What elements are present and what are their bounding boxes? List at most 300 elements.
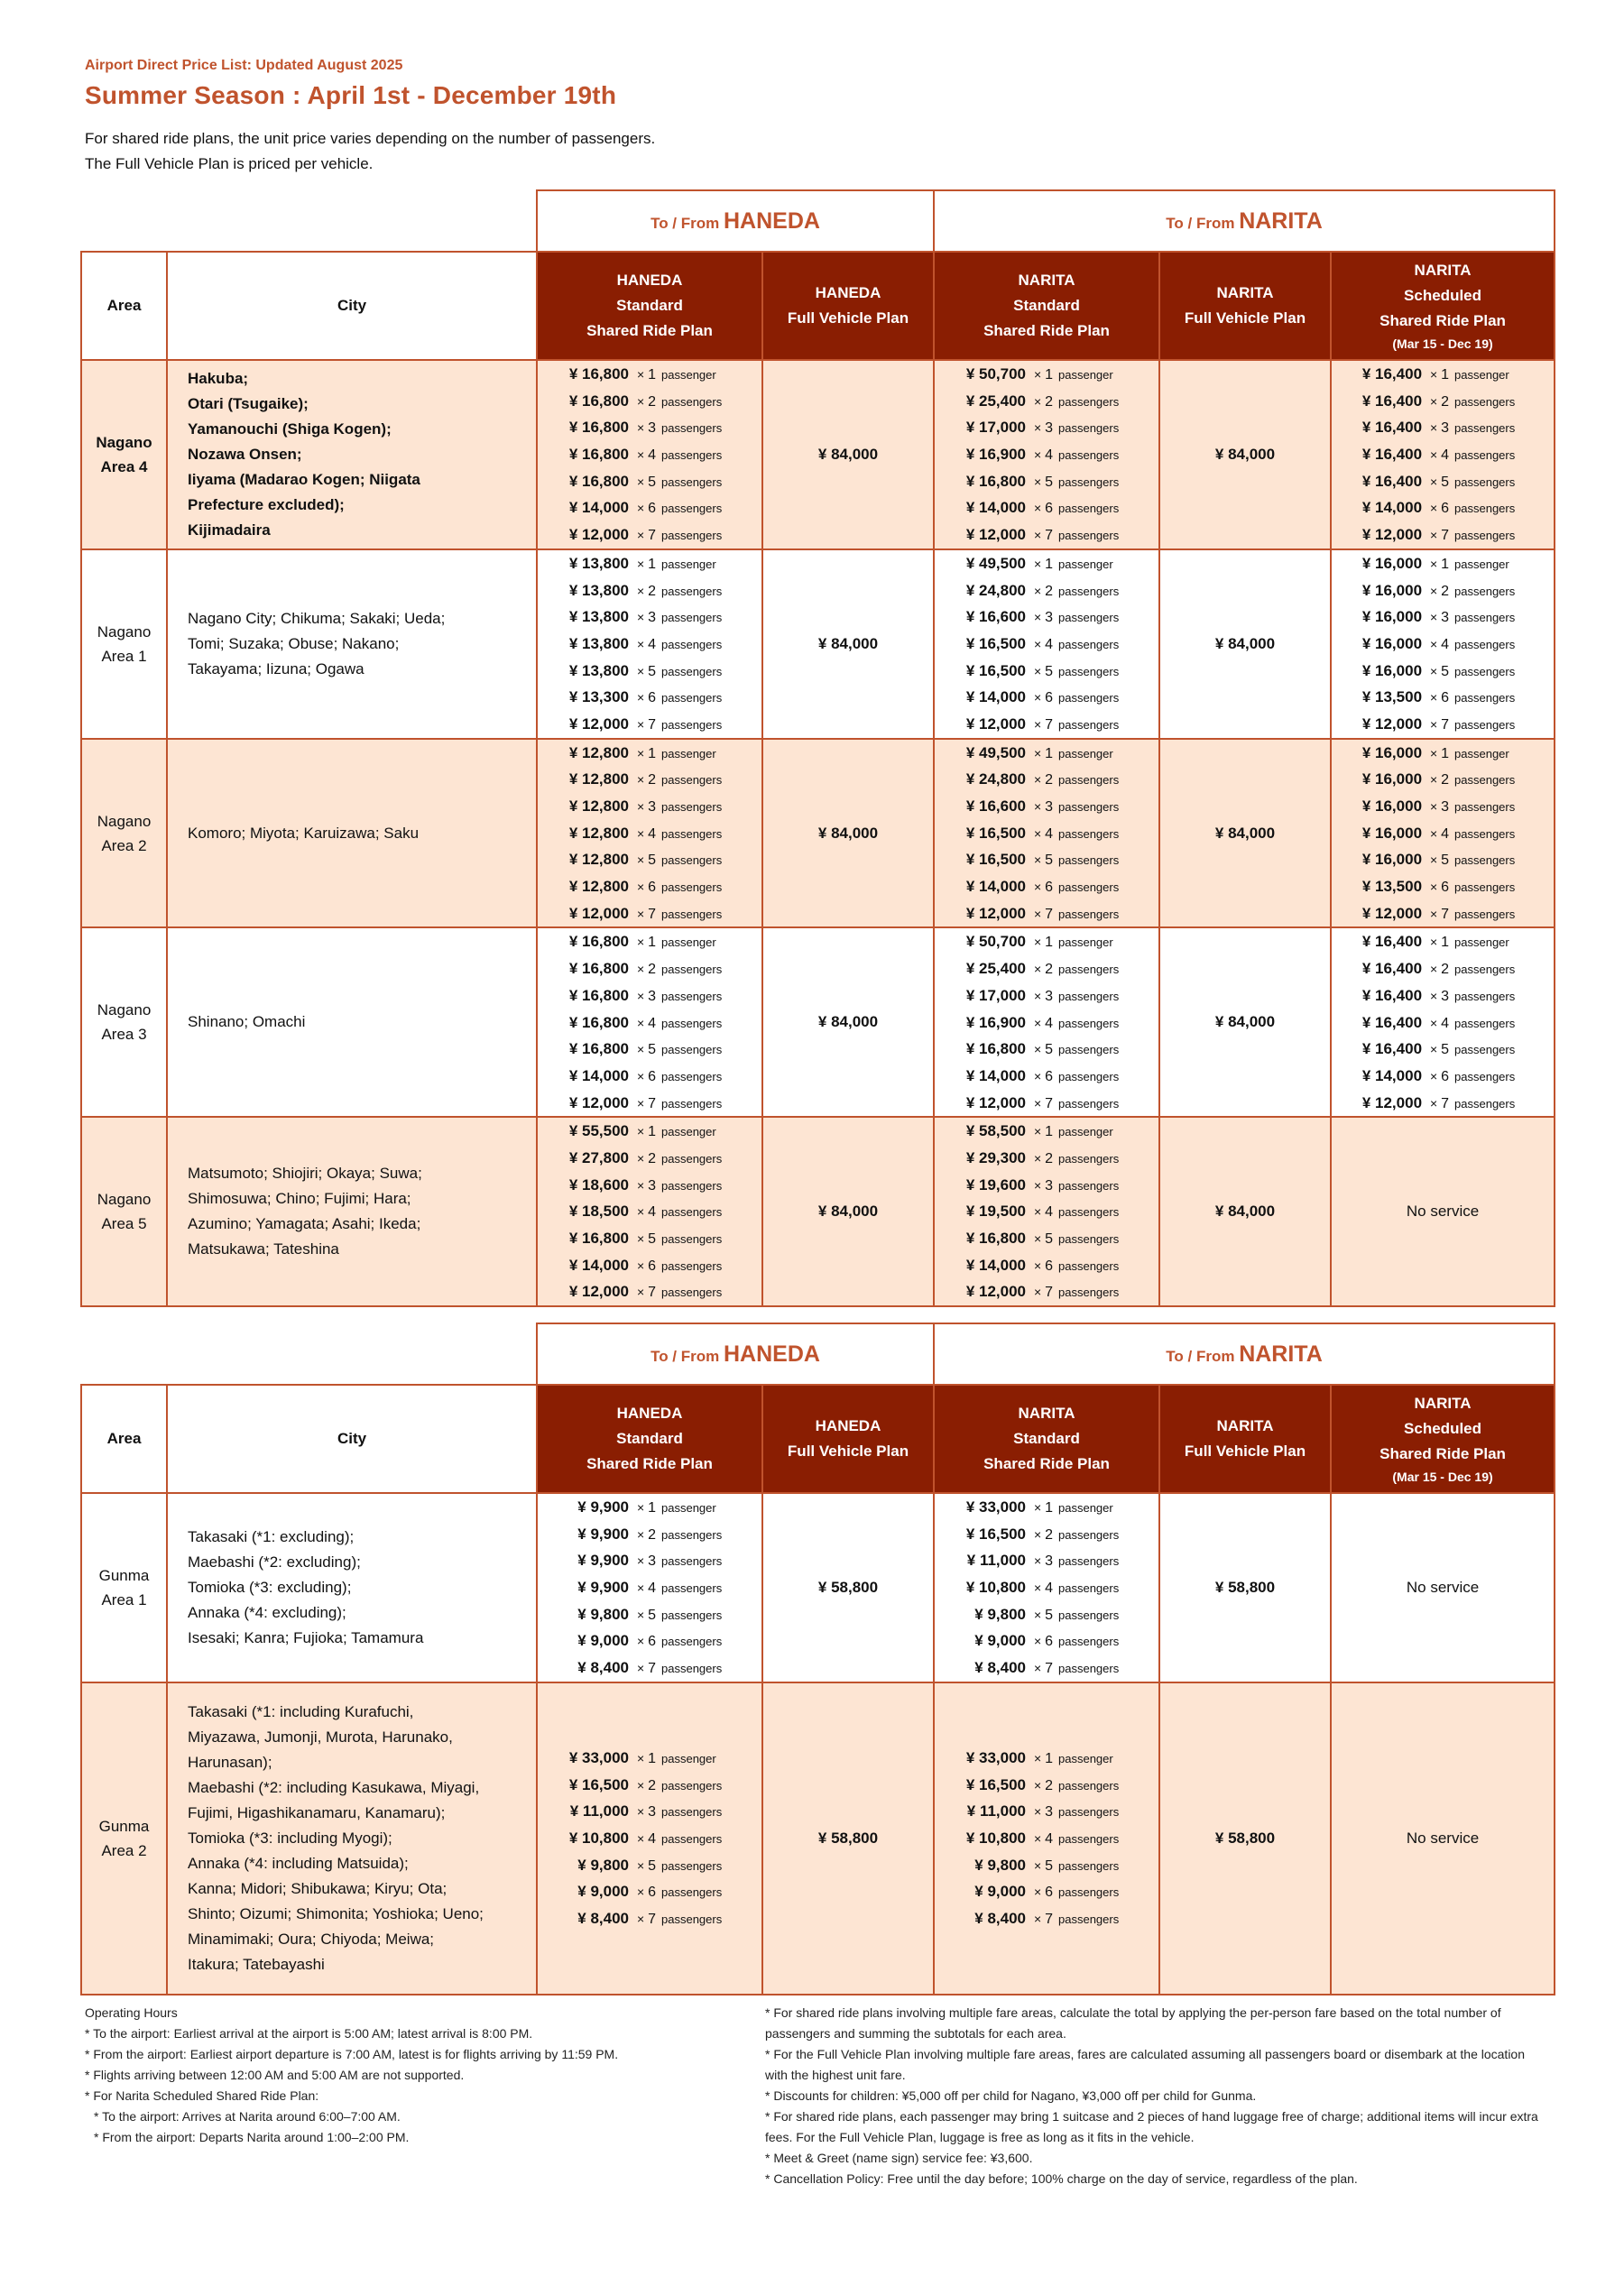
- fare-amount: ¥ 12,000: [568, 714, 629, 733]
- fare-line: [952, 873, 1141, 900]
- fare-line: [1348, 604, 1537, 631]
- multiply-sign: ×: [1034, 1885, 1046, 1900]
- passenger-count: 4: [648, 447, 656, 464]
- fare-amount: ¥ 18,600: [568, 1175, 629, 1194]
- city-list: [167, 360, 537, 549]
- multiply-sign: ×: [637, 474, 649, 489]
- passenger-multiplier: [1026, 469, 1057, 496]
- passenger-label: passengers: [1058, 853, 1120, 868]
- fare-amount: ¥ 13,500: [1361, 878, 1423, 896]
- passenger-count: 7: [1045, 1095, 1054, 1111]
- passenger-multiplier: [1026, 1064, 1057, 1091]
- fare-line: [555, 740, 744, 767]
- fare-line: [952, 1521, 1141, 1548]
- gunma-price-table: [80, 1323, 1555, 1995]
- passenger-multiplier: [1026, 578, 1057, 605]
- fare-list: [555, 361, 744, 548]
- multiply-sign: ×: [1430, 906, 1442, 921]
- multiply-sign: ×: [637, 1204, 649, 1220]
- passenger-count: 2: [648, 1777, 656, 1793]
- fare-amount: ¥ 13,800: [568, 581, 629, 599]
- plan-header-date-range: (Mar 15 - Dec 19): [1392, 1470, 1493, 1484]
- fare-line: [952, 1852, 1141, 1879]
- passenger-multiplier: [629, 1628, 660, 1655]
- passenger-count: 7: [1441, 906, 1450, 922]
- intro-text-full: The Full Vehicle Plan is priced per vehicle.: [85, 155, 374, 172]
- passenger-label: passengers: [1058, 1662, 1120, 1676]
- passenger-count: 2: [1441, 583, 1450, 599]
- passenger-label: passengers: [661, 853, 723, 868]
- passenger-label: passengers: [1058, 800, 1120, 814]
- fare-amount: ¥ 12,800: [568, 770, 629, 788]
- multiply-sign: ×: [1430, 1015, 1442, 1030]
- fare-amount: ¥ 16,800: [965, 472, 1027, 490]
- passenger-multiplier: [1422, 901, 1453, 928]
- passenger-multiplier: [629, 659, 660, 686]
- multiply-sign: ×: [637, 1095, 649, 1111]
- city-line: Minamimaki; Oura; Chiyoda; Meiwa;: [188, 1930, 435, 1948]
- area-row: [81, 1493, 1555, 1682]
- passenger-multiplier: [629, 821, 660, 848]
- fare-list: [555, 1118, 744, 1305]
- fare-amount: ¥ 16,000: [1361, 554, 1423, 572]
- multiply-sign: ×: [1430, 474, 1442, 489]
- multiply-sign: ×: [637, 1857, 649, 1873]
- fare-amount: ¥ 16,000: [1361, 661, 1423, 679]
- passenger-label: passengers: [1454, 880, 1516, 895]
- passenger-multiplier: [629, 1602, 660, 1629]
- passenger-count: 1: [1441, 745, 1450, 761]
- passenger-label: passengers: [1058, 1778, 1120, 1793]
- plan-header-line: NARITA: [1216, 284, 1274, 301]
- multiply-sign: ×: [637, 528, 649, 543]
- passenger-multiplier: [629, 1522, 660, 1549]
- haneda-standard-shared-header: [537, 1385, 762, 1493]
- passenger-label: passengers: [661, 421, 723, 436]
- multiply-sign: ×: [1034, 1231, 1046, 1246]
- fare-amount: ¥ 9,900: [577, 1525, 629, 1543]
- fare-amount: ¥ 16,400: [1361, 1040, 1423, 1058]
- fare-line: [1348, 928, 1537, 955]
- passenger-label: passengers: [661, 475, 723, 489]
- multiply-sign: ×: [1034, 447, 1046, 463]
- fare-line: [1348, 846, 1537, 873]
- fare-amount: ¥ 16,400: [1361, 365, 1423, 382]
- fare-amount: ¥ 16,800: [568, 986, 629, 1004]
- area-row: [81, 549, 1555, 739]
- fare-line: [1348, 766, 1537, 793]
- passenger-count: 3: [1441, 988, 1450, 1004]
- passenger-multiplier: [629, 1495, 660, 1522]
- fare-line: [952, 388, 1141, 415]
- fare-line: [555, 631, 744, 658]
- multiply-sign: ×: [637, 1231, 649, 1246]
- passenger-count: 6: [648, 690, 656, 706]
- passenger-count: 4: [1045, 636, 1054, 652]
- passenger-label: passengers: [1058, 1885, 1120, 1900]
- passenger-count: 7: [648, 1095, 656, 1111]
- multiply-sign: ×: [637, 1912, 649, 1927]
- passenger-count: 6: [1045, 501, 1054, 517]
- passenger-multiplier: [1422, 522, 1453, 549]
- fare-line: [1348, 414, 1537, 441]
- fare-amount: ¥ 12,800: [568, 878, 629, 896]
- city-line: Kijimadaira: [188, 521, 271, 539]
- fare-amount: ¥ 14,000: [965, 878, 1027, 896]
- fare-amount: ¥ 9,800: [577, 1605, 629, 1623]
- fare-line: [1348, 740, 1537, 767]
- fare-amount: ¥ 16,800: [568, 419, 629, 437]
- multiply-sign: ×: [1034, 393, 1046, 409]
- fare-amount: ¥ 19,500: [965, 1203, 1027, 1221]
- area-name-line: Area 2: [101, 836, 147, 854]
- haneda-full-vehicle-header: [762, 1385, 934, 1493]
- multiply-sign: ×: [1034, 1204, 1046, 1220]
- fare-amount: ¥ 12,000: [965, 526, 1027, 544]
- fare-amount: ¥ 50,700: [965, 933, 1027, 951]
- multiply-sign: ×: [1430, 528, 1442, 543]
- fare-amount: ¥ 12,800: [568, 851, 629, 869]
- fare-line: [555, 1905, 744, 1932]
- passenger-multiplier: [1422, 1091, 1453, 1118]
- plan-header-line: Shared Ride Plan: [1379, 1445, 1506, 1462]
- fare-amount: ¥ 12,000: [1361, 526, 1423, 544]
- fare-line: [1348, 631, 1537, 658]
- multiply-sign: ×: [1430, 583, 1442, 598]
- passenger-count: 4: [1045, 1204, 1054, 1221]
- fare-amount: ¥ 33,000: [965, 1748, 1027, 1766]
- city-line: Prefecture excluded);: [188, 495, 345, 513]
- passenger-count: 4: [648, 1015, 656, 1031]
- passenger-count: 5: [648, 1042, 656, 1058]
- passenger-label: passengers: [1058, 880, 1120, 895]
- operating-hours-heading: Operating Hours: [85, 2005, 178, 2020]
- multiply-sign: ×: [1034, 1095, 1046, 1111]
- area-name: [81, 1117, 167, 1306]
- passenger-label: passengers: [661, 963, 723, 977]
- area-name: [81, 739, 167, 928]
- fare-amount: ¥ 16,800: [568, 472, 629, 490]
- passenger-multiplier: [629, 929, 660, 956]
- passenger-label: passengers: [661, 880, 723, 895]
- passenger-label: passenger: [1454, 936, 1509, 950]
- area-row: [81, 360, 1555, 549]
- passenger-label: passengers: [1058, 1912, 1120, 1927]
- multiply-sign: ×: [1430, 367, 1442, 382]
- fare-amount: ¥ 58,500: [965, 1122, 1027, 1140]
- multiply-sign: ×: [1034, 906, 1046, 921]
- passenger-label: passengers: [661, 1096, 723, 1111]
- narita-standard-shared-header: [934, 1385, 1159, 1493]
- passenger-multiplier: [629, 495, 660, 522]
- fare-line: [555, 982, 744, 1009]
- no-service-label: No service: [1331, 1117, 1555, 1306]
- passenger-multiplier: [1422, 821, 1453, 848]
- passenger-count: 5: [648, 474, 656, 490]
- fare-line: [555, 1654, 744, 1682]
- passenger-label: passenger: [1058, 1501, 1113, 1515]
- fare-amount: ¥ 12,000: [568, 1093, 629, 1111]
- multiply-sign: ×: [637, 1124, 649, 1139]
- passenger-count: 2: [1045, 772, 1054, 788]
- passenger-multiplier: [629, 1199, 660, 1226]
- multiply-sign: ×: [637, 1285, 649, 1300]
- fare-line: [952, 820, 1141, 847]
- airport-group-header-row: [81, 190, 1555, 252]
- passenger-count: 3: [1441, 420, 1450, 437]
- passenger-count: 6: [1045, 1068, 1054, 1084]
- fare-line: [1348, 873, 1537, 900]
- passenger-multiplier: [1026, 1253, 1057, 1280]
- fare-amount: ¥ 16,500: [965, 824, 1027, 842]
- plan-header-line: NARITA: [1018, 272, 1075, 289]
- passenger-count: 4: [1045, 1581, 1054, 1597]
- passenger-multiplier: [629, 847, 660, 874]
- fare-list: [555, 550, 744, 738]
- passenger-label: passenger: [1454, 368, 1509, 382]
- passenger-count: 3: [1045, 1553, 1054, 1570]
- multiply-sign: ×: [1034, 772, 1046, 788]
- passenger-multiplier: [1026, 1199, 1057, 1226]
- passenger-multiplier: [629, 469, 660, 496]
- narita-standard-shared-fares: [934, 1682, 1159, 1995]
- passenger-multiplier: [1026, 847, 1057, 874]
- narita-standard-shared-fares: [934, 1493, 1159, 1682]
- plan-header-line: Standard: [1013, 297, 1080, 314]
- city-line: Nozawa Onsen;: [188, 445, 302, 463]
- plan-header-line: NARITA: [1414, 262, 1472, 279]
- multiply-sign: ×: [1034, 1912, 1046, 1927]
- fare-line: [555, 846, 744, 873]
- fare-amount: ¥ 16,400: [1361, 960, 1423, 978]
- passenger-count: 7: [1441, 1095, 1450, 1111]
- multiply-sign: ×: [1034, 690, 1046, 705]
- fare-line: [555, 1627, 744, 1654]
- fare-amount: ¥ 12,000: [965, 714, 1027, 733]
- passenger-multiplier: [1026, 1226, 1057, 1253]
- passenger-multiplier: [1422, 685, 1453, 712]
- passenger-count: 2: [1045, 393, 1054, 410]
- fare-amount: ¥ 12,000: [568, 904, 629, 922]
- passenger-multiplier: [1026, 1655, 1057, 1682]
- city-line: Matsukawa; Tateshina: [188, 1240, 339, 1258]
- fare-line: [1348, 468, 1537, 495]
- passenger-label: passengers: [1058, 989, 1120, 1003]
- plan-header-line: NARITA: [1018, 1405, 1075, 1422]
- fare-amount: ¥ 12,800: [568, 797, 629, 815]
- fare-amount: ¥ 16,800: [568, 365, 629, 382]
- passenger-count: 5: [1045, 474, 1054, 490]
- fare-line: [952, 766, 1141, 793]
- fare-amount: ¥ 13,800: [568, 634, 629, 652]
- fare-line: [952, 521, 1141, 548]
- fare-amount: ¥ 16,600: [965, 797, 1027, 815]
- fare-amount: ¥ 11,000: [966, 1552, 1027, 1570]
- multiply-sign: ×: [1034, 1581, 1046, 1596]
- passenger-count: 2: [648, 1526, 656, 1543]
- fare-list: [555, 1745, 744, 1932]
- fare-list: [952, 550, 1141, 738]
- fare-amount: ¥ 16,800: [965, 1040, 1027, 1058]
- passenger-label: passengers: [661, 584, 723, 598]
- narita-standard-shared-fares: [934, 549, 1159, 739]
- haneda-group-name: HANEDA: [723, 207, 820, 234]
- passenger-label: passengers: [661, 1858, 723, 1873]
- passenger-multiplier: [1026, 741, 1057, 768]
- multiply-sign: ×: [637, 799, 649, 814]
- passenger-count: 7: [1045, 1661, 1054, 1677]
- multiply-sign: ×: [1430, 962, 1442, 977]
- plan-header-line: NARITA: [1414, 1395, 1472, 1412]
- passenger-count: 2: [648, 962, 656, 978]
- city-line: Yamanouchi (Shiga Kogen);: [188, 419, 392, 438]
- city-line: Komoro; Miyota; Karuizawa; Saku: [188, 824, 420, 842]
- passenger-count: 6: [1045, 1634, 1054, 1650]
- narita-scheduled-shared-header: [1331, 1385, 1555, 1493]
- multiply-sign: ×: [637, 1581, 649, 1596]
- passenger-multiplier: [629, 604, 660, 631]
- fare-amount: ¥ 11,000: [966, 1802, 1027, 1820]
- passenger-count: 3: [1441, 799, 1450, 815]
- plan-header-line: Standard: [616, 1430, 683, 1447]
- multiply-sign: ×: [1430, 935, 1442, 950]
- city-line: Matsumoto; Shiojiri; Okaya; Suwa;: [188, 1165, 422, 1183]
- fare-line: [555, 684, 744, 711]
- passenger-label: passengers: [1058, 691, 1120, 705]
- header-spacer: [81, 1323, 537, 1385]
- haneda-full-vehicle-fare: ¥ 84,000: [762, 360, 934, 549]
- fare-line: [555, 494, 744, 521]
- passenger-multiplier: [629, 578, 660, 605]
- passenger-label: passengers: [661, 1778, 723, 1793]
- fare-amount: ¥ 12,000: [1361, 1093, 1423, 1111]
- multiply-sign: ×: [1034, 474, 1046, 489]
- fare-amount: ¥ 12,800: [568, 824, 629, 842]
- passenger-multiplier: [629, 1146, 660, 1173]
- multiply-sign: ×: [637, 988, 649, 1003]
- multiply-sign: ×: [1430, 447, 1442, 463]
- passenger-count: 5: [1045, 1857, 1054, 1874]
- passenger-multiplier: [1026, 794, 1057, 821]
- passenger-multiplier: [1422, 362, 1453, 389]
- passenger-label: passengers: [1058, 1635, 1120, 1649]
- narita-full-vehicle-fare: ¥ 84,000: [1159, 549, 1331, 739]
- passenger-multiplier: [629, 874, 660, 901]
- passenger-count: 1: [648, 1750, 656, 1766]
- plan-header-line: Shared Ride Plan: [586, 1455, 713, 1472]
- fare-amount: ¥ 13,500: [1361, 688, 1423, 706]
- passenger-label: passenger: [1058, 746, 1113, 760]
- fare-amount: ¥ 24,800: [965, 770, 1027, 788]
- passenger-label: passengers: [661, 1151, 723, 1166]
- passenger-label: passengers: [661, 989, 723, 1003]
- multiply-sign: ×: [637, 1042, 649, 1057]
- city-line: Annaka (*4: excluding);: [188, 1603, 346, 1621]
- passenger-count: 5: [1045, 1042, 1054, 1058]
- multiply-sign: ×: [637, 772, 649, 788]
- operating-hours-note: * To the airport: Earliest arrival at the airport is 5:00 AM; latest arrival is 8:00 PM.: [85, 2026, 533, 2041]
- fare-amount: ¥ 27,800: [568, 1148, 629, 1166]
- multiply-sign: ×: [637, 1553, 649, 1569]
- area-row: [81, 927, 1555, 1117]
- passenger-label: passengers: [661, 529, 723, 543]
- passenger-label: passengers: [1058, 1043, 1120, 1057]
- fare-line: [952, 1494, 1141, 1521]
- fare-line: [555, 1145, 744, 1172]
- passenger-label: passenger: [1454, 746, 1509, 760]
- passenger-count: 1: [1045, 935, 1054, 951]
- fare-amount: ¥ 16,400: [1361, 472, 1423, 490]
- fare-amount: ¥ 49,500: [965, 743, 1027, 761]
- multiply-sign: ×: [1034, 1258, 1046, 1273]
- fare-line: [952, 1145, 1141, 1172]
- fare-amount: ¥ 12,000: [568, 1283, 629, 1301]
- season-title: Summer Season : April 1st - December 19th: [85, 81, 617, 109]
- fare-amount: ¥ 9,800: [974, 1856, 1027, 1874]
- passenger-count: 1: [648, 1500, 656, 1516]
- multiply-sign: ×: [637, 1068, 649, 1083]
- fare-line: [1348, 982, 1537, 1009]
- area-name-line: Nagano: [97, 622, 152, 641]
- passenger-multiplier: [1026, 415, 1057, 442]
- fare-amount: ¥ 16,500: [965, 634, 1027, 652]
- fare-line: [952, 1825, 1141, 1852]
- fare-line: [555, 900, 744, 927]
- fare-amount: ¥ 25,400: [965, 960, 1027, 978]
- passenger-multiplier: [1422, 442, 1453, 469]
- fare-amount: ¥ 16,900: [965, 446, 1027, 464]
- passenger-multiplier: [1026, 1746, 1057, 1773]
- passenger-count: 5: [648, 1607, 656, 1623]
- passenger-label: passengers: [1058, 502, 1120, 516]
- passenger-label: passengers: [661, 691, 723, 705]
- passenger-multiplier: [629, 1773, 660, 1800]
- fare-amount: ¥ 16,800: [568, 933, 629, 951]
- passenger-count: 3: [648, 1177, 656, 1194]
- passenger-count: 3: [648, 1804, 656, 1820]
- fare-amount: ¥ 16,400: [1361, 1013, 1423, 1031]
- city-line: Takasaki (*1: including Kurafuchi,: [188, 1702, 414, 1720]
- passenger-label: passengers: [1454, 475, 1516, 489]
- passenger-count: 4: [648, 825, 656, 842]
- multiply-sign: ×: [1034, 1150, 1046, 1166]
- fare-list: [555, 928, 744, 1116]
- multiply-sign: ×: [1430, 988, 1442, 1003]
- passenger-label: passengers: [1058, 773, 1120, 788]
- intro-text-shared: For shared ride plans, the unit price varies depending on the number of passengers.: [85, 130, 656, 147]
- passenger-label: passenger: [1058, 936, 1113, 950]
- fare-amount: ¥ 16,000: [1361, 743, 1423, 761]
- narita-full-vehicle-fare: ¥ 58,800: [1159, 1682, 1331, 1995]
- multiply-sign: ×: [1034, 853, 1046, 868]
- policy-note: * Discounts for children: ¥5,000 off per child for Nagano, ¥3,000 off per child for Gunma.: [765, 2088, 1257, 2103]
- multiply-sign: ×: [637, 1177, 649, 1193]
- haneda-standard-shared-header: [537, 252, 762, 360]
- multiply-sign: ×: [1034, 1830, 1046, 1846]
- passenger-count: 6: [648, 1258, 656, 1274]
- multiply-sign: ×: [637, 636, 649, 651]
- plan-header-line: Full Vehicle Plan: [787, 309, 909, 327]
- passenger-label: passengers: [1058, 637, 1120, 651]
- passenger-multiplier: [1026, 767, 1057, 794]
- passenger-count: 6: [648, 1885, 656, 1901]
- passenger-multiplier: [1026, 1853, 1057, 1880]
- passenger-multiplier: [1026, 956, 1057, 983]
- passenger-multiplier: [629, 1879, 660, 1906]
- passenger-multiplier: [629, 1746, 660, 1773]
- city-line: Miyazawa, Jumonji, Murota, Harunako,: [188, 1728, 453, 1746]
- fare-line: [952, 846, 1141, 873]
